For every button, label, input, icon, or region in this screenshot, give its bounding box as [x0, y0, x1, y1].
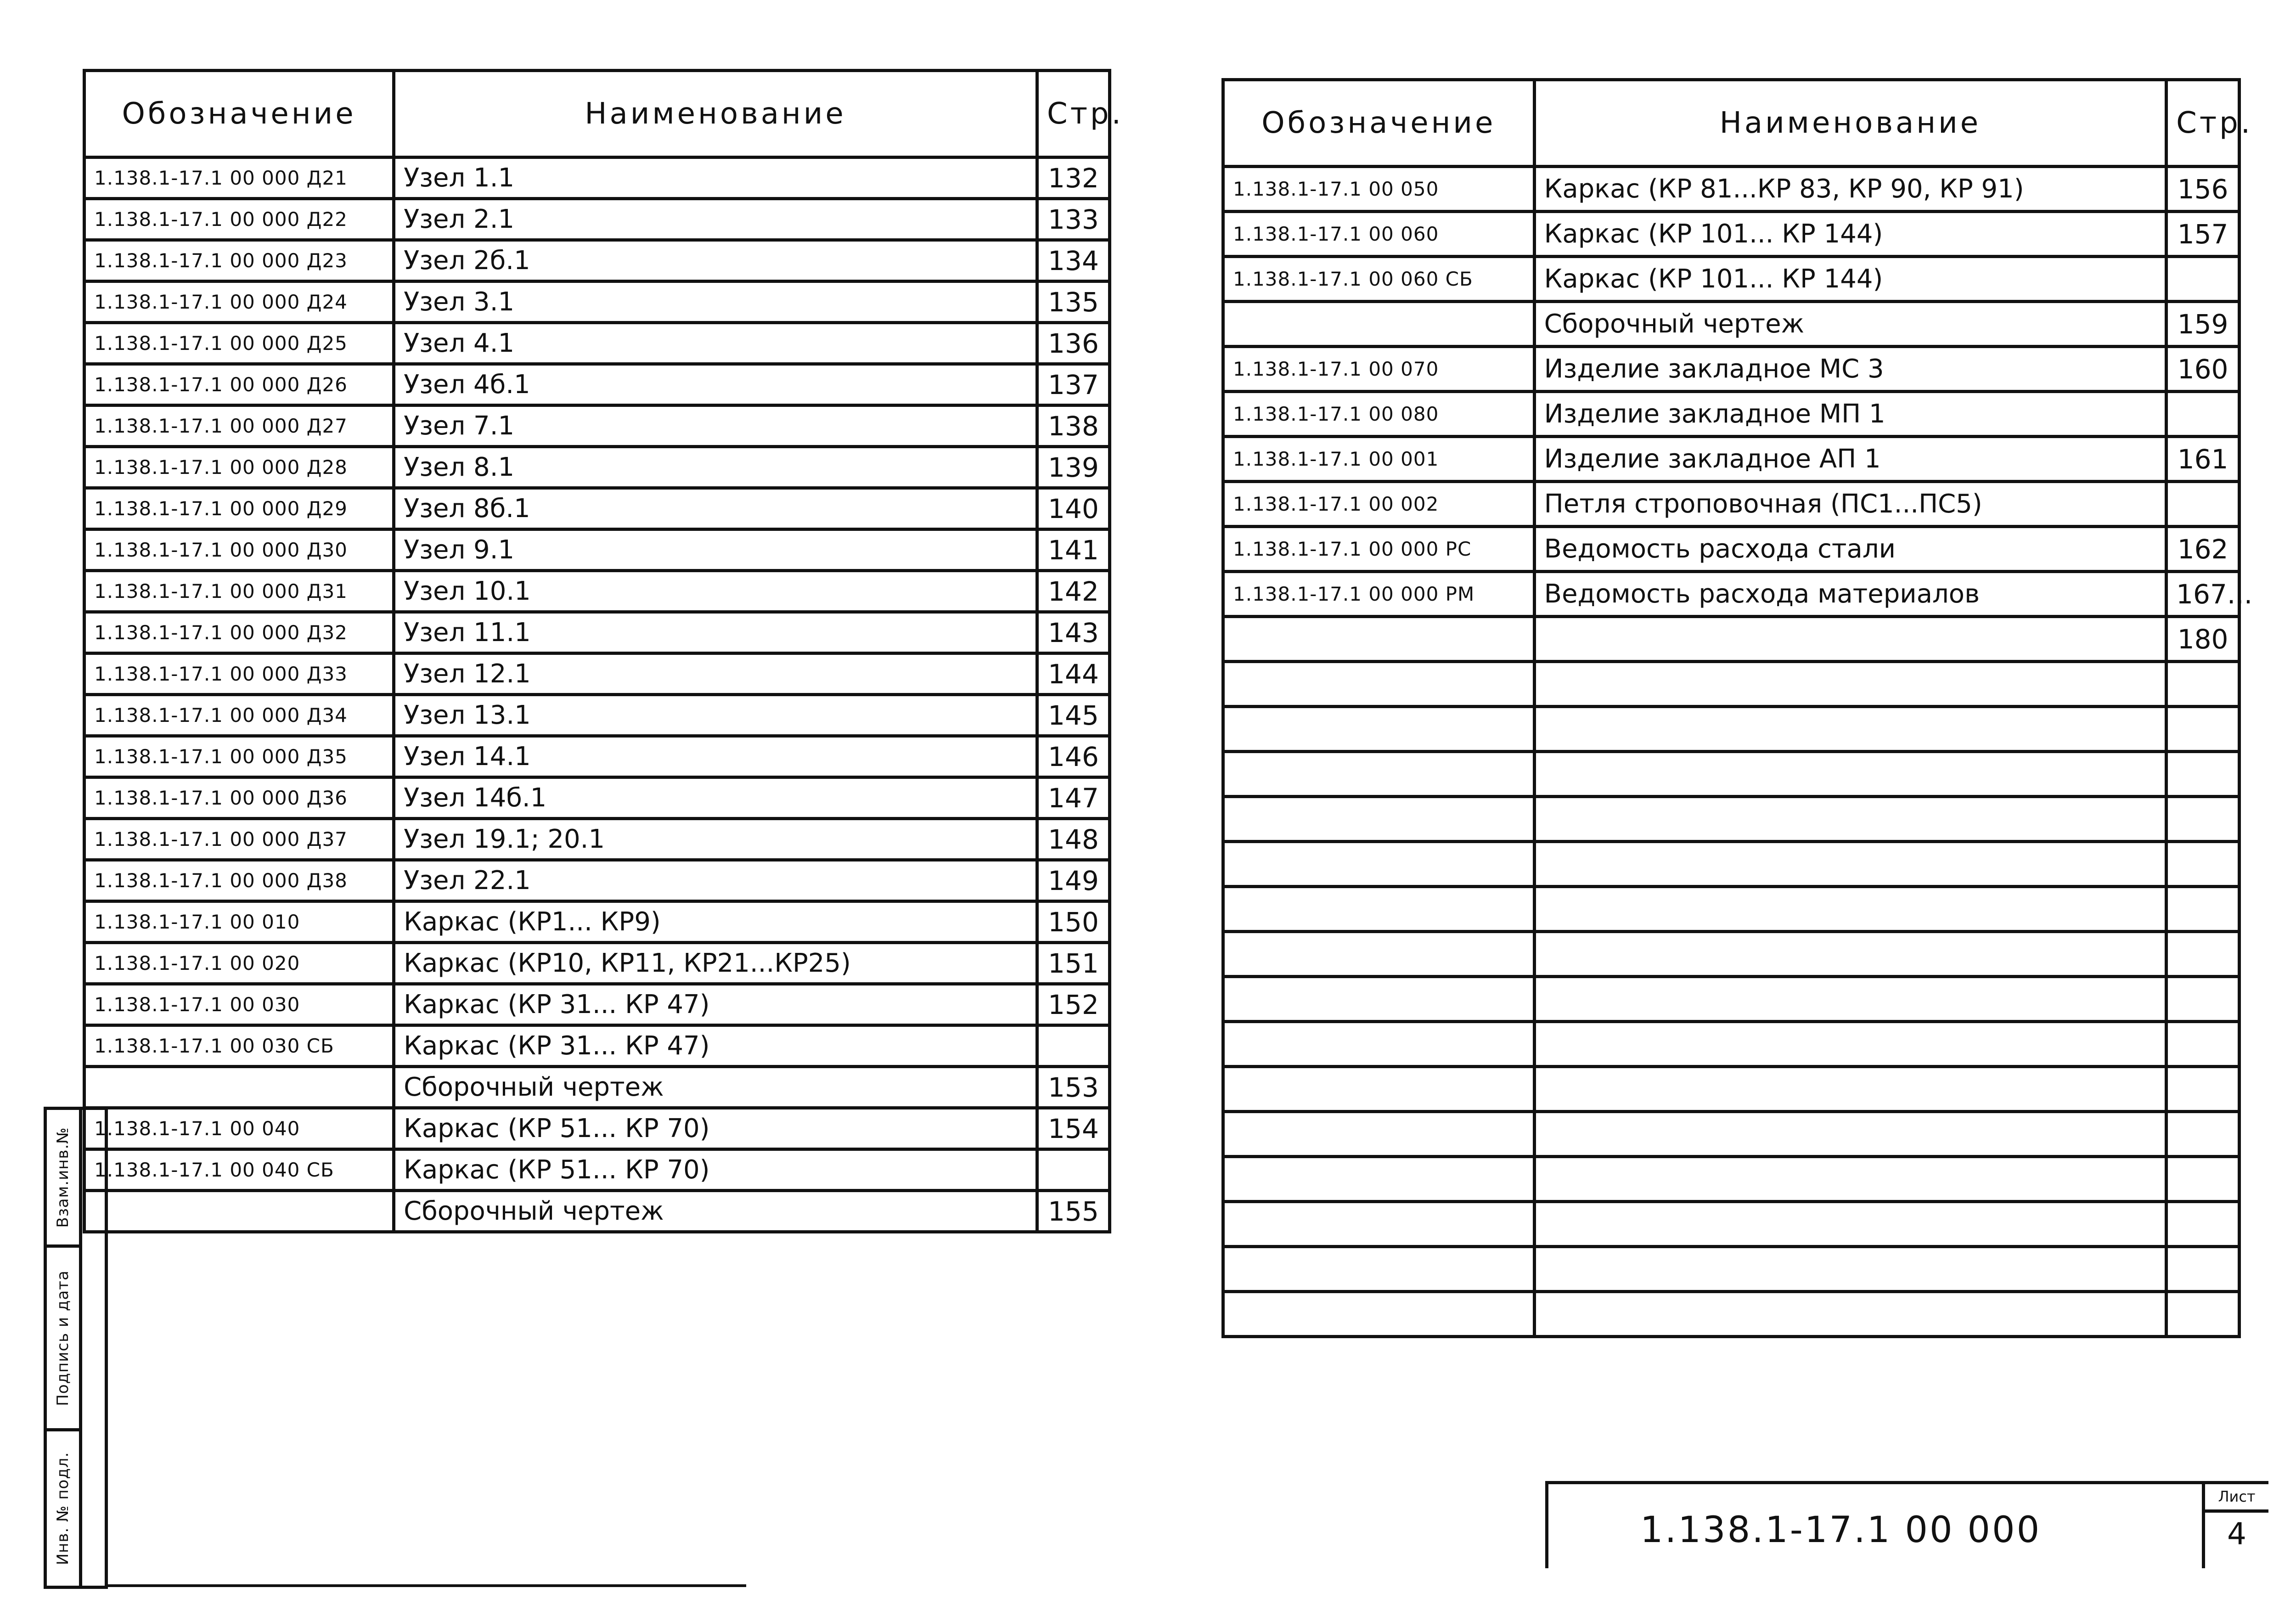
cell-name: Узел 9.1	[394, 529, 1037, 571]
cell-name: Узел 19.1; 20.1	[394, 819, 1037, 860]
stamp-inv-orig: Инв. № подл.	[54, 1452, 72, 1565]
cell-code: 1.138.1-17.1 00 000 Д27	[84, 405, 394, 447]
cell-name: Петля строповочная (ПС1...ПС5)	[1534, 482, 2167, 527]
cell-name: Узел 13.1	[394, 695, 1037, 736]
cell-name	[1534, 797, 2167, 842]
cell-page	[2167, 1292, 2240, 1337]
cell-page	[2167, 1157, 2240, 1202]
cell-page: 143	[1037, 612, 1110, 653]
cell-code: 1.138.1-17.1 00 000 Д35	[84, 736, 394, 777]
cell-name: Узел 4б.1	[394, 364, 1037, 405]
table-row	[1223, 527, 2240, 572]
cell-page: 146	[1037, 736, 1110, 777]
cell-page	[2167, 662, 2240, 707]
cell-name	[1534, 1067, 2167, 1112]
cell-code: 1.138.1-17.1 00 000 Д22	[84, 199, 394, 240]
cell-code: 1.138.1-17.1 00 040	[84, 1108, 394, 1149]
table-row	[1223, 392, 2240, 437]
table-row	[1223, 572, 2240, 617]
cell-page: 154	[1037, 1108, 1110, 1149]
cell-code: 1.138.1-17.1 00 000 Д38	[84, 860, 394, 901]
cell-page	[2167, 932, 2240, 977]
table-row	[1223, 1292, 2240, 1337]
cell-code: 1.138.1-17.1 00 040 СБ	[84, 1149, 394, 1191]
bottom-rule	[108, 1584, 746, 1587]
cell-code: 1.138.1-17.1 00 001	[1223, 437, 1535, 482]
table-row	[84, 405, 1110, 447]
cell-code: 1.138.1-17.1 00 000 Д26	[84, 364, 394, 405]
cell-name: Узел 7.1	[394, 405, 1037, 447]
cell-code	[1223, 662, 1535, 707]
cell-code: 1.138.1-17.1 00 020	[84, 943, 394, 984]
header-code: Обозначение	[1223, 80, 1535, 167]
cell-code	[1223, 842, 1535, 887]
cell-name: Изделие закладное АП 1	[1534, 437, 2167, 482]
cell-page: 135	[1037, 282, 1110, 323]
cell-name: Каркас (КР1... КР9)	[394, 901, 1037, 943]
table-row	[84, 653, 1110, 695]
table-header-row	[84, 71, 1110, 158]
cell-name: Каркас (КР 81...КР 83, КР 90, КР 91)	[1534, 167, 2167, 212]
cell-code: 1.138.1-17.1 00 000 Д30	[84, 529, 394, 571]
cell-page: 148	[1037, 819, 1110, 860]
table-row	[84, 860, 1110, 901]
table-row	[84, 199, 1110, 240]
table-row	[1223, 842, 2240, 887]
cell-name	[1534, 977, 2167, 1022]
cell-name	[1534, 662, 2167, 707]
cell-page: 136	[1037, 323, 1110, 364]
cell-name: Узел 22.1	[394, 860, 1037, 901]
cell-page	[1037, 1025, 1110, 1067]
cell-code: 1.138.1-17.1 00 030	[84, 984, 394, 1025]
header-code: Обозначение	[84, 71, 394, 158]
cell-name: Узел 8б.1	[394, 488, 1037, 529]
cell-page	[2167, 887, 2240, 932]
cell-page	[2167, 752, 2240, 797]
cell-name: Узел 2б.1	[394, 240, 1037, 282]
table-row	[1223, 257, 2240, 302]
sheet-label: Лист	[2205, 1484, 2268, 1513]
cell-code	[1223, 752, 1535, 797]
cell-code	[1223, 1022, 1535, 1067]
cell-code: 1.138.1-17.1 00 000 Д34	[84, 695, 394, 736]
cell-code	[1223, 887, 1535, 932]
register-table-left	[83, 69, 1124, 1233]
document-code: 1.138.1-17.1 00 000	[1640, 1509, 2042, 1551]
cell-page	[2167, 842, 2240, 887]
table-row	[84, 736, 1110, 777]
cell-page: 132	[1037, 158, 1110, 199]
table-row	[84, 240, 1110, 282]
table-row	[84, 1149, 1110, 1191]
cell-code	[1223, 977, 1535, 1022]
cell-code: 1.138.1-17.1 00 000 РС	[1223, 527, 1535, 572]
header-page: Стр.	[2167, 80, 2240, 167]
cell-name: Узел 11.1	[394, 612, 1037, 653]
header-name: Наименование	[1534, 80, 2167, 167]
table-row	[84, 364, 1110, 405]
cell-code: 1.138.1-17.1 00 000 Д28	[84, 447, 394, 488]
table-row	[1223, 797, 2240, 842]
side-stamp	[44, 1107, 108, 1589]
cell-page	[2167, 392, 2240, 437]
table-row	[84, 984, 1110, 1025]
table-row	[84, 529, 1110, 571]
cell-code: 1.138.1-17.1 00 000 Д37	[84, 819, 394, 860]
cell-page: 159	[2167, 302, 2240, 347]
cell-page: 137	[1037, 364, 1110, 405]
cell-name: Узел 4.1	[394, 323, 1037, 364]
cell-name: Узел 2.1	[394, 199, 1037, 240]
title-block	[1545, 1481, 2268, 1568]
cell-name: Сборочный чертеж	[394, 1067, 1037, 1108]
cell-name: Каркас (КР 101... КР 144)	[1534, 257, 2167, 302]
cell-page: 141	[1037, 529, 1110, 571]
table-row	[1223, 977, 2240, 1022]
cell-page: 149	[1037, 860, 1110, 901]
cell-code: 1.138.1-17.1 00 060 СБ	[1223, 257, 1535, 302]
cell-page: 138	[1037, 405, 1110, 447]
table-row	[1223, 752, 2240, 797]
cell-code: 1.138.1-17.1 00 080	[1223, 392, 1535, 437]
table-row	[84, 1067, 1110, 1108]
cell-page: 153	[1037, 1067, 1110, 1108]
cell-name: Узел 12.1	[394, 653, 1037, 695]
cell-name: Узел 8.1	[394, 447, 1037, 488]
cell-page: 162	[2167, 527, 2240, 572]
cell-code: 1.138.1-17.1 00 000 Д24	[84, 282, 394, 323]
cell-page	[2167, 1202, 2240, 1247]
cell-page: 167...	[2167, 572, 2240, 617]
cell-code: 1.138.1-17.1 00 000 Д29	[84, 488, 394, 529]
cell-name: Каркас (КР 101... КР 144)	[1534, 212, 2167, 257]
cell-name: Изделие закладное МП 1	[1534, 392, 2167, 437]
cell-name: Каркас (КР 51... КР 70)	[394, 1149, 1037, 1191]
stamp-replace-inv: Взам.инв.№	[47, 1110, 79, 1248]
cell-page	[2167, 257, 2240, 302]
cell-name	[1534, 707, 2167, 752]
cell-name	[1534, 1022, 2167, 1067]
table-row	[84, 901, 1110, 943]
cell-name: Изделие закладное МС 3	[1534, 347, 2167, 392]
table-row	[84, 1108, 1110, 1149]
cell-code	[1223, 1112, 1535, 1157]
cell-page: 139	[1037, 447, 1110, 488]
cell-page: 150	[1037, 901, 1110, 943]
cell-name: Каркас (КР10, КР11, КР21...КР25)	[394, 943, 1037, 984]
stamp-blank-column	[79, 1110, 108, 1586]
sheet-number: 4	[2227, 1516, 2246, 1552]
table-row	[1223, 1202, 2240, 1247]
cell-page: 160	[2167, 347, 2240, 392]
table-row	[1223, 662, 2240, 707]
table-row	[1223, 1067, 2240, 1112]
cell-name: Каркас (КР 31... КР 47)	[394, 984, 1037, 1025]
cell-page	[2167, 797, 2240, 842]
cell-code: 1.138.1-17.1 00 010	[84, 901, 394, 943]
table-row	[1223, 1022, 2240, 1067]
cell-name	[1534, 752, 2167, 797]
cell-page	[2167, 1022, 2240, 1067]
cell-page: 145	[1037, 695, 1110, 736]
cell-code: 1.138.1-17.1 00 070	[1223, 347, 1535, 392]
cell-page: 142	[1037, 571, 1110, 612]
table-row	[84, 323, 1110, 364]
cell-code	[1223, 797, 1535, 842]
cell-page: 151	[1037, 943, 1110, 984]
cell-name: Ведомость расхода стали	[1534, 527, 2167, 572]
cell-name	[1534, 1112, 2167, 1157]
table-row	[1223, 1157, 2240, 1202]
table-row	[1223, 707, 2240, 752]
cell-name	[1534, 1157, 2167, 1202]
stamp-sign-date: Подпись и дата	[47, 1248, 79, 1431]
cell-page: 144	[1037, 653, 1110, 695]
table-row	[84, 943, 1110, 984]
cell-code: 1.138.1-17.1 00 030 СБ	[84, 1025, 394, 1067]
cell-name	[1534, 1202, 2167, 1247]
cell-page	[2167, 1247, 2240, 1292]
table-row	[1223, 302, 2240, 347]
table-row	[1223, 617, 2240, 662]
cell-page	[2167, 707, 2240, 752]
cell-page: 155	[1037, 1191, 1110, 1232]
cell-code: 1.138.1-17.1 00 050	[1223, 167, 1535, 212]
cell-page: 157	[2167, 212, 2240, 257]
cell-code	[1223, 1202, 1535, 1247]
table-row	[1223, 1247, 2240, 1292]
cell-page	[2167, 977, 2240, 1022]
table-row	[1223, 932, 2240, 977]
cell-name: Сборочный чертеж	[1534, 302, 2167, 347]
cell-name: Узел 1.1	[394, 158, 1037, 199]
table-row	[1223, 167, 2240, 212]
table-row	[84, 488, 1110, 529]
cell-code: 1.138.1-17.1 00 000 Д21	[84, 158, 394, 199]
cell-name	[1534, 887, 2167, 932]
cell-name: Каркас (КР 31... КР 47)	[394, 1025, 1037, 1067]
cell-name	[1534, 842, 2167, 887]
table-row	[84, 158, 1110, 199]
table-row	[84, 282, 1110, 323]
cell-page	[2167, 482, 2240, 527]
cell-code: 1.138.1-17.1 00 000 Д32	[84, 612, 394, 653]
cell-page: 180	[2167, 617, 2240, 662]
header-name: Наименование	[394, 71, 1037, 158]
header-page: Стр.	[1037, 71, 1110, 158]
sheet-box	[2202, 1484, 2268, 1568]
cell-code	[84, 1067, 394, 1108]
cell-code	[84, 1191, 394, 1232]
cell-page	[2167, 1112, 2240, 1157]
cell-name: Узел 10.1	[394, 571, 1037, 612]
table-row	[1223, 1112, 2240, 1157]
cell-code: 1.138.1-17.1 00 000 Д23	[84, 240, 394, 282]
cell-page	[1037, 1149, 1110, 1191]
cell-name: Сборочный чертеж	[394, 1191, 1037, 1232]
cell-page: 140	[1037, 488, 1110, 529]
table-row	[1223, 482, 2240, 527]
cell-page: 161	[2167, 437, 2240, 482]
cell-code: 1.138.1-17.1 00 000 РМ	[1223, 572, 1535, 617]
cell-name: Узел 14.1	[394, 736, 1037, 777]
table-row	[84, 447, 1110, 488]
table-row	[1223, 887, 2240, 932]
cell-code: 1.138.1-17.1 00 000 Д25	[84, 323, 394, 364]
table-row	[84, 612, 1110, 653]
cell-code: 1.138.1-17.1 00 060	[1223, 212, 1535, 257]
cell-name	[1534, 932, 2167, 977]
cell-page: 133	[1037, 199, 1110, 240]
cell-code	[1223, 707, 1535, 752]
cell-code	[1223, 1067, 1535, 1112]
table-row	[1223, 212, 2240, 257]
cell-page	[2167, 1067, 2240, 1112]
cell-code: 1.138.1-17.1 00 000 Д31	[84, 571, 394, 612]
cell-page: 156	[2167, 167, 2240, 212]
cell-name: Ведомость расхода материалов	[1534, 572, 2167, 617]
cell-code	[1223, 932, 1535, 977]
cell-page: 134	[1037, 240, 1110, 282]
cell-name	[1534, 1292, 2167, 1337]
cell-page: 147	[1037, 777, 1110, 819]
cell-name: Каркас (КР 51... КР 70)	[394, 1108, 1037, 1149]
cell-code	[1223, 1157, 1535, 1202]
table-row	[84, 1191, 1110, 1232]
cell-code	[1223, 1247, 1535, 1292]
table-row	[1223, 437, 2240, 482]
table-row	[84, 819, 1110, 860]
table-header-row	[1223, 80, 2240, 167]
cell-name	[1534, 617, 2167, 662]
cell-code	[1223, 617, 1535, 662]
table-row	[1223, 347, 2240, 392]
table-row	[84, 695, 1110, 736]
cell-name: Узел 3.1	[394, 282, 1037, 323]
table-row	[84, 571, 1110, 612]
cell-name	[1534, 1247, 2167, 1292]
register-table-right	[1221, 78, 2253, 1338]
cell-code: 1.138.1-17.1 00 000 Д36	[84, 777, 394, 819]
cell-code: 1.138.1-17.1 00 002	[1223, 482, 1535, 527]
cell-name: Узел 14б.1	[394, 777, 1037, 819]
table-row	[84, 777, 1110, 819]
cell-code	[1223, 1292, 1535, 1337]
table-row	[84, 1025, 1110, 1067]
cell-page: 152	[1037, 984, 1110, 1025]
cell-code	[1223, 302, 1535, 347]
cell-code: 1.138.1-17.1 00 000 Д33	[84, 653, 394, 695]
